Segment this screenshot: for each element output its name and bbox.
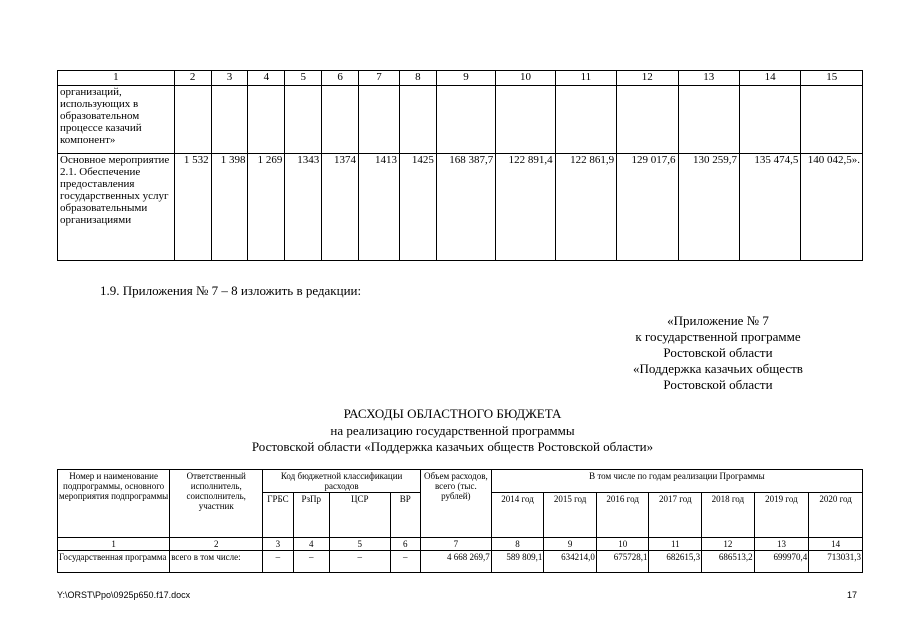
table-cell: 1 532 [174, 154, 211, 261]
table-cell: 1343 [285, 154, 322, 261]
header-year: 2015 год [544, 493, 597, 538]
column-number: 3 [263, 538, 293, 551]
header-responsible: Ответственный исполнитель, соисполнитель, участник [170, 470, 263, 538]
header-years: В том числе по годам реализации Программы [491, 470, 862, 493]
table-cell: 140 042,5». [801, 154, 863, 261]
table-cell [678, 86, 739, 154]
table-header-row [58, 470, 863, 493]
row-year-value: 589 809,1 [491, 551, 544, 573]
column-number: 2 [170, 538, 263, 551]
row-year-value: 686513,2 [702, 551, 755, 573]
row-csr: – [329, 551, 390, 573]
table-header-row [58, 71, 863, 86]
header-cell: 13 [678, 71, 739, 86]
row-year-value: 713031,3 [809, 551, 863, 573]
table-row [58, 551, 863, 573]
table-cell [400, 86, 437, 154]
row-rzpr: – [293, 551, 329, 573]
column-number: 8 [491, 538, 544, 551]
column-number: 4 [293, 538, 329, 551]
column-number: 11 [649, 538, 702, 551]
table-cell: 1 398 [211, 154, 248, 261]
header-volume: Объем расходов, всего (тыс. рублей) [420, 470, 491, 538]
column-number: 6 [390, 538, 420, 551]
table-cell: 168 387,7 [436, 154, 495, 261]
document-subtitle: Ростовской области «Поддержка казачьих обществ Ростовской области» [251, 439, 654, 454]
appendix-line: Ростовской области [663, 345, 773, 360]
table-cell [739, 86, 800, 154]
appendix-heading [588, 313, 848, 393]
row-year-value: 682615,3 [649, 551, 702, 573]
table-row [58, 86, 863, 154]
column-number: 12 [702, 538, 755, 551]
table-cell [174, 86, 211, 154]
header-cell: 14 [739, 71, 800, 86]
row-name: Государственная программа [58, 551, 170, 573]
table-cell [617, 86, 678, 154]
header-code: Код бюджетной классификации расходов [263, 470, 421, 493]
table-cell: 122 891,4 [496, 154, 555, 261]
appendix-line: «Приложение № 7 [667, 313, 769, 328]
header-cell: 4 [248, 71, 285, 86]
table-cell [248, 86, 285, 154]
header-year: 2016 год [596, 493, 649, 538]
header-cell: 7 [359, 71, 400, 86]
appendix-line: Ростовской области [663, 377, 773, 392]
table-cell [555, 86, 616, 154]
column-number: 5 [329, 538, 390, 551]
appendix-line: «Поддержка казачьих обществ [633, 361, 803, 376]
header-cell: 10 [496, 71, 555, 86]
table-cell [285, 86, 322, 154]
header-cell: 12 [617, 71, 678, 86]
column-number-row [58, 538, 863, 551]
column-number: 1 [58, 538, 170, 551]
row-year-value: 675728,1 [596, 551, 649, 573]
header-year: 2018 год [702, 493, 755, 538]
row-grbs: – [263, 551, 293, 573]
table-continuation [57, 70, 863, 261]
column-number: 7 [420, 538, 491, 551]
header-number: Номер и наименование подпрограммы, основного мероприятия подпрограммы [58, 470, 170, 538]
appendix-line: к государственной программе [635, 329, 801, 344]
header-grbs: ГРБС [263, 493, 293, 538]
expenses-table [57, 469, 863, 573]
row-year-value: 699970,4 [754, 551, 809, 573]
header-csr: ЦСР [329, 493, 390, 538]
table-cell: 130 259,7 [678, 154, 739, 261]
header-cell: 3 [211, 71, 248, 86]
table-cell [211, 86, 248, 154]
header-vr: ВР [390, 493, 420, 538]
header-year: 2017 год [649, 493, 702, 538]
table-cell: 1 269 [248, 154, 285, 261]
table-cell [496, 86, 555, 154]
header-cell: 9 [436, 71, 495, 86]
paragraph-instruction: 1.9. Приложения № 7 – 8 изложить в редакции: [100, 283, 362, 298]
header-rzpr: РзПр [293, 493, 329, 538]
table-cell [436, 86, 495, 154]
header-year: 2019 год [754, 493, 809, 538]
header-cell: 5 [285, 71, 322, 86]
table-cell [801, 86, 863, 154]
column-number: 13 [754, 538, 809, 551]
row-vr: – [390, 551, 420, 573]
footer-file-path: Y:\ORST\Ppo\0925p650.f17.docx [57, 590, 191, 600]
column-number: 10 [596, 538, 649, 551]
table-cell: 135 474,5 [739, 154, 800, 261]
table-row [58, 154, 863, 261]
footer-page-number: 17 [846, 590, 857, 600]
row-name: организаций, использующих в образовательном процессе казачий компонент» [58, 86, 175, 154]
header-cell: 6 [322, 71, 359, 86]
header-cell: 2 [174, 71, 211, 86]
row-responsible: всего в том числе: [170, 551, 263, 573]
document-title: РАСХОДЫ ОБЛАСТНОГО БЮДЖЕТА [343, 406, 562, 421]
table-cell [359, 86, 400, 154]
table-cell: 122 861,9 [555, 154, 616, 261]
row-year-value: 634214,0 [544, 551, 597, 573]
row-name: Основное мероприятие 2.1. Обеспечение предоставления государственных услуг образовательными организациями [58, 154, 175, 261]
header-cell: 1 [58, 71, 175, 86]
table-cell: 1425 [400, 154, 437, 261]
table-cell: 1374 [322, 154, 359, 261]
header-year: 2014 год [491, 493, 544, 538]
header-year: 2020 год [809, 493, 863, 538]
table-cell [322, 86, 359, 154]
column-number: 14 [809, 538, 863, 551]
header-cell: 15 [801, 71, 863, 86]
column-number: 9 [544, 538, 597, 551]
document-subtitle: на реализацию государственной программы [330, 423, 575, 438]
row-total: 4 668 269,7 [420, 551, 491, 573]
table-cell: 1413 [359, 154, 400, 261]
table-cell: 129 017,6 [617, 154, 678, 261]
header-cell: 8 [400, 71, 437, 86]
header-cell: 11 [555, 71, 616, 86]
